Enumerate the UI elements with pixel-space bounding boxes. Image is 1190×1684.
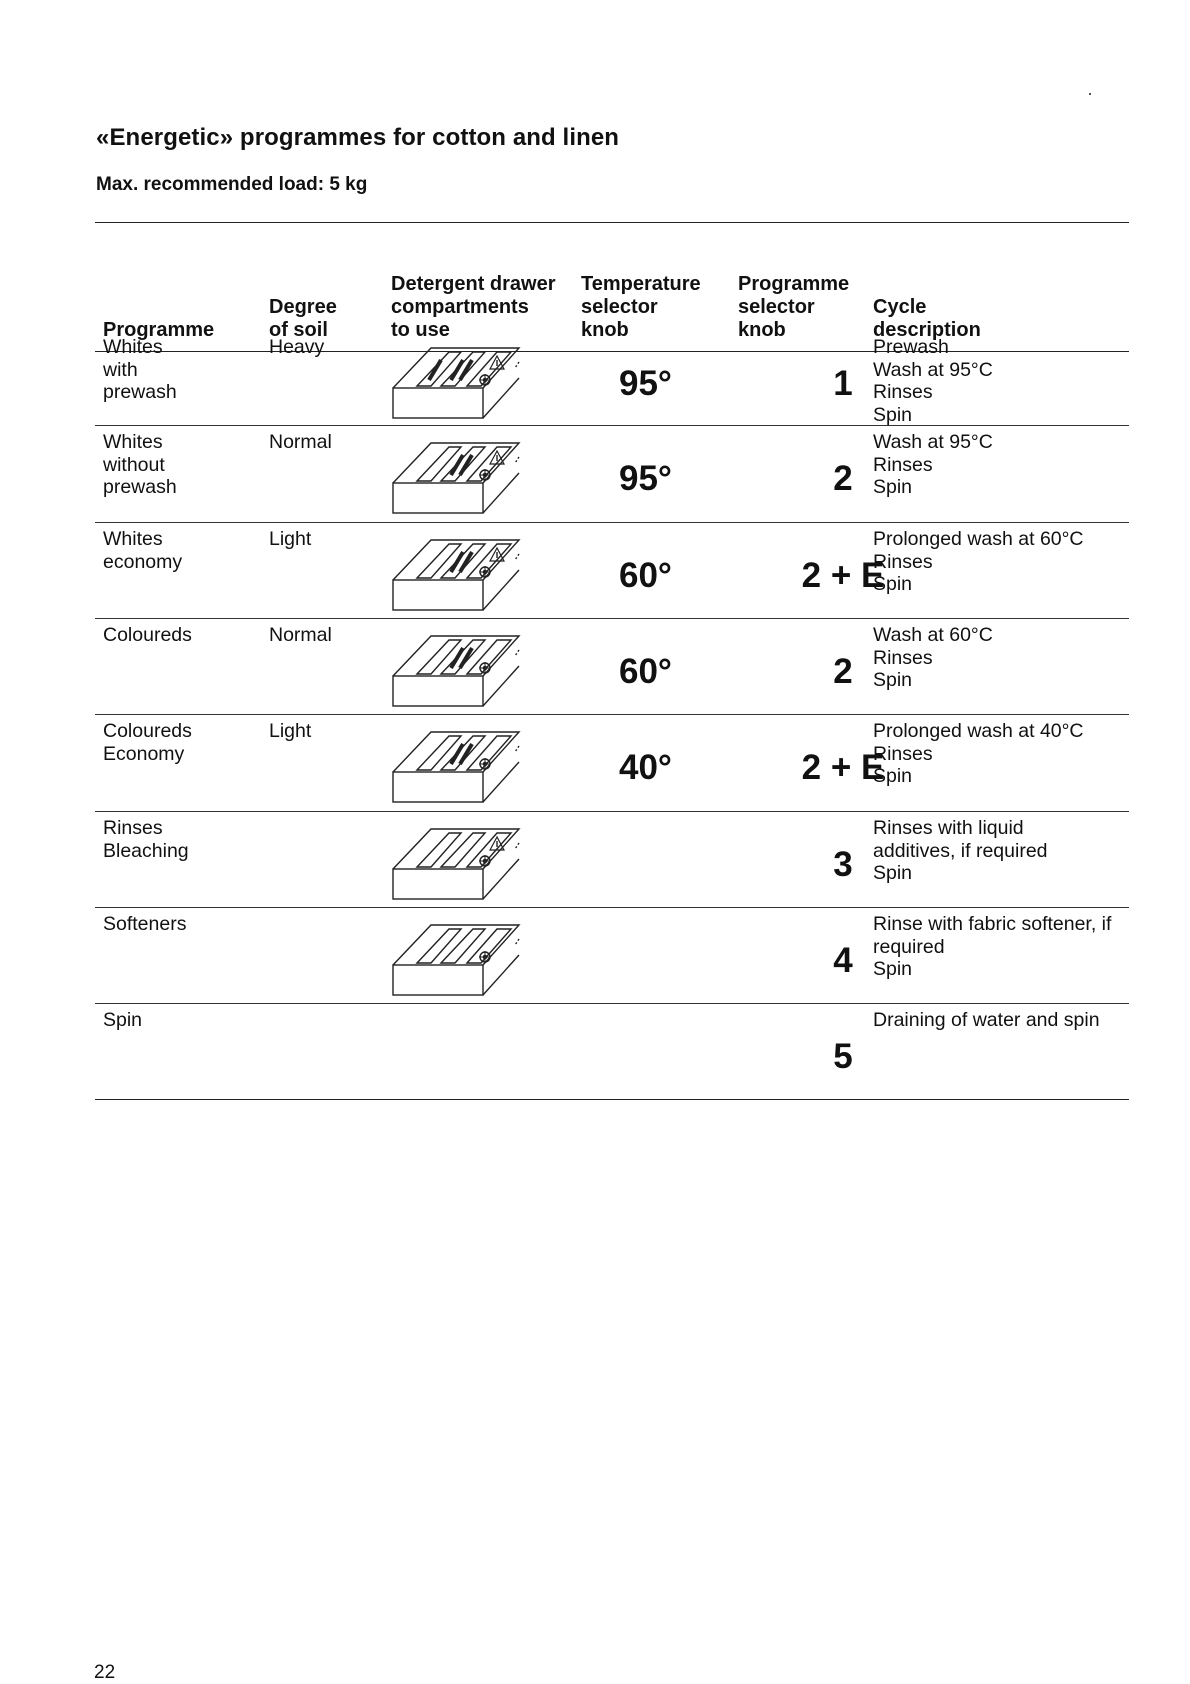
programme-knob-value: 2 + E: [801, 556, 885, 595]
header-cycle-line: Cycle: [873, 296, 927, 318]
cycle-line: Rinses with liquid: [873, 817, 1024, 839]
programme-name: [103, 817, 263, 862]
programme-knob-value: 2 + E: [801, 748, 885, 787]
table-row: [95, 1003, 1129, 1100]
programme-name: [103, 431, 263, 499]
programme-line: without: [103, 453, 165, 476]
programme-line: Spin: [103, 1009, 143, 1031]
cycle-description: [873, 336, 1129, 426]
cycle-description: [873, 720, 1129, 788]
programme-name: [103, 913, 263, 936]
cycle-line: additives, if required: [873, 839, 1048, 862]
cycle-line: Wash at 95°C: [873, 431, 993, 453]
table-row: [95, 907, 1129, 1004]
table-top-rule: [95, 222, 1129, 223]
temperature-value: 95°: [619, 459, 672, 498]
cycle-description: [873, 624, 1129, 692]
temperature-value: 60°: [619, 652, 672, 691]
programme-line: Coloureds: [103, 720, 192, 742]
programme-knob-value: 1: [833, 364, 853, 403]
programme-line: prewash: [103, 381, 177, 403]
cycle-line: Rinses: [873, 646, 933, 669]
table-row: [95, 618, 1129, 715]
cycle-line: Rinses: [873, 381, 933, 403]
cycle-line: Prewash: [873, 336, 949, 358]
soil-degree: Heavy: [269, 336, 325, 358]
cycle-line: Spin: [873, 669, 913, 691]
header-soil-line: of soil: [269, 319, 328, 341]
programme-name: [103, 336, 263, 404]
table-row: [95, 522, 1129, 619]
detergent-drawer-bleach-icon: [391, 823, 527, 901]
header-knob-line: knob: [738, 319, 786, 341]
header-cycle-line: description: [873, 319, 981, 341]
cycle-line: Draining of water and spin: [873, 1009, 1100, 1031]
cycle-line: Prolonged wash at 60°C: [873, 528, 1084, 550]
programme-line: Economy: [103, 742, 185, 765]
programme-line: economy: [103, 550, 183, 573]
soil-degree: Normal: [269, 431, 332, 453]
cycle-description: [873, 431, 1129, 499]
cycle-line: Wash at 60°C: [873, 624, 993, 646]
programme-line: with: [103, 358, 138, 381]
programme-knob-value: 2: [833, 652, 853, 691]
header-drawer-line: Detergent drawer: [391, 273, 556, 295]
programme-knob-value: 4: [833, 941, 853, 980]
table-row: [95, 714, 1129, 812]
cycle-description: [873, 817, 1129, 885]
header-temperature-line: Temperature: [581, 273, 701, 295]
header-programme-line: Programme: [103, 319, 215, 341]
soil-degree: Light: [269, 528, 312, 550]
detergent-drawer-main-icon: [391, 630, 527, 708]
programme-name: [103, 624, 263, 647]
programme-knob-value: 3: [833, 845, 853, 884]
temperature-value: 95°: [619, 364, 672, 403]
header-temperature-line: selector: [581, 296, 658, 318]
header-drawer-line: compartments: [391, 296, 529, 318]
detergent-drawer-softener-icon: [391, 919, 527, 997]
header-knob-line: selector: [738, 296, 815, 318]
max-load-subtitle: Max. recommended load: 5 kg: [96, 174, 368, 195]
cycle-line: Rinses: [873, 742, 933, 765]
detergent-drawer-main-bleach-icon: [391, 437, 527, 515]
table-row: [95, 330, 1129, 426]
cycle-description: [873, 1009, 1129, 1032]
cycle-line: Spin: [873, 403, 913, 426]
header-knob-line: Programme: [738, 273, 850, 295]
programme-name: [103, 720, 263, 765]
temperature-value: 40°: [619, 748, 672, 787]
cycle-line: Spin: [873, 765, 913, 787]
programme-line: Bleaching: [103, 839, 189, 862]
cycle-line: Spin: [873, 958, 913, 980]
cycle-line: Spin: [873, 862, 913, 884]
header-temperature-line: knob: [581, 319, 629, 341]
soil-degree: Normal: [269, 624, 332, 646]
programme-line: Whites: [103, 431, 163, 453]
header-drawer-line: to use: [391, 319, 450, 341]
table-row: [95, 811, 1129, 908]
detergent-drawer-prewash-main-bleach-icon: [391, 342, 527, 420]
soil-degree: Light: [269, 720, 312, 742]
programme-line: Coloureds: [103, 624, 192, 646]
programme-knob-value: 5: [833, 1037, 853, 1076]
programme-line: prewash: [103, 476, 177, 498]
cycle-description: [873, 913, 1129, 981]
temperature-value: 60°: [619, 556, 672, 595]
cycle-line: Spin: [873, 573, 913, 595]
programme-line: Rinses: [103, 817, 163, 839]
cycle-line: Prolonged wash at 40°C: [873, 720, 1084, 742]
detergent-drawer-main-bleach-icon: [391, 534, 527, 612]
detergent-drawer-main-icon: [391, 726, 527, 804]
table-row: [95, 425, 1129, 523]
programme-name: [103, 1009, 263, 1032]
page-number: 22: [94, 1662, 116, 1683]
cycle-line: Spin: [873, 476, 913, 498]
cycle-line: required: [873, 935, 945, 958]
programme-line: Softeners: [103, 913, 187, 935]
scan-speck: [1089, 93, 1091, 95]
programme-line: Whites: [103, 336, 163, 358]
cycle-description: [873, 528, 1129, 596]
programme-knob-value: 2: [833, 459, 853, 498]
cycle-line: Rinses: [873, 550, 933, 573]
programme-line: Whites: [103, 528, 163, 550]
cycle-line: Rinses: [873, 453, 933, 476]
programme-name: [103, 528, 263, 573]
cycle-line: Wash at 95°C: [873, 358, 993, 381]
header-soil-line: Degree: [269, 296, 337, 318]
page-title: «Energetic» programmes for cotton and linen: [96, 124, 620, 151]
cycle-line: Rinse with fabric softener, if: [873, 913, 1112, 935]
